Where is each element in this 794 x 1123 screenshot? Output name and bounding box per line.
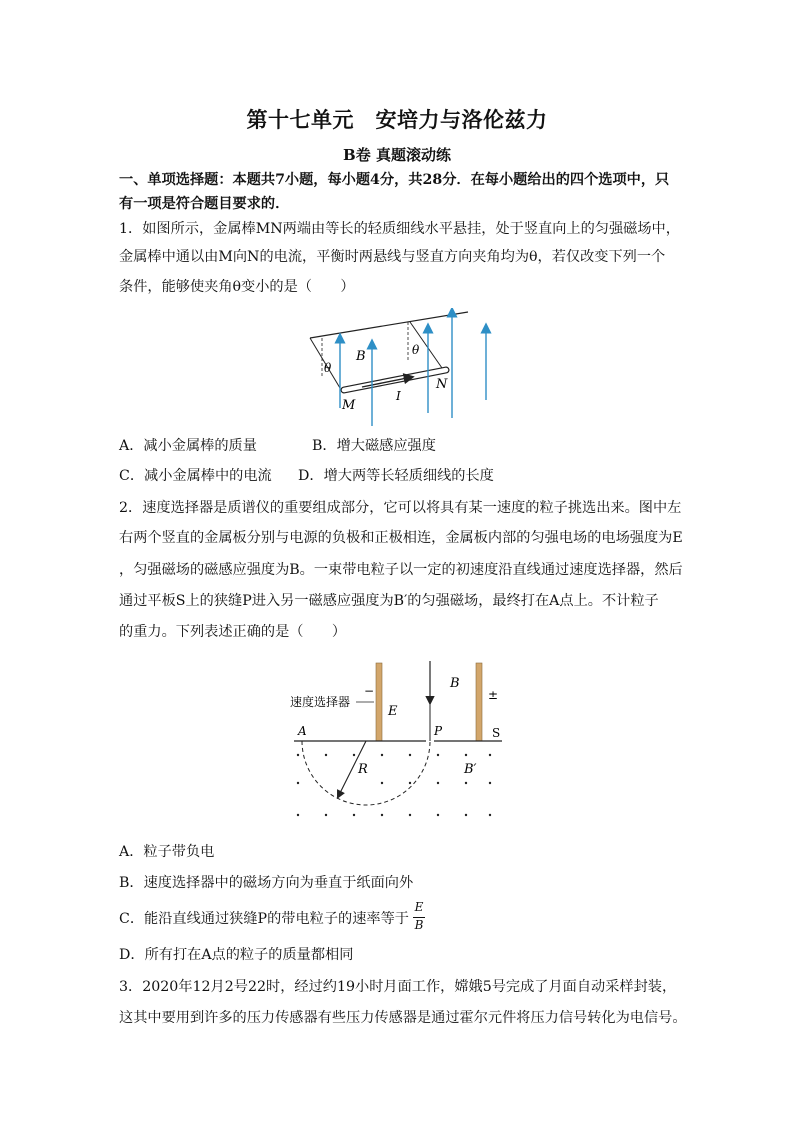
- q1-figure: [300, 308, 500, 428]
- plus-sign: ±: [488, 688, 499, 702]
- q1-line2: 金属棒中通以由M向N的电流，平衡时两悬线与竖直方向夹角均为θ，若仅改变下列一个: [119, 249, 666, 265]
- left-plate: [376, 663, 382, 741]
- B-label: B: [450, 676, 460, 691]
- section-heading-line2: 有一项是符合题目要求的．: [119, 196, 290, 212]
- E-label: E: [388, 704, 398, 719]
- R-label: R: [358, 762, 368, 777]
- q1-option-a: A．减小金属棒的质量: [119, 438, 257, 454]
- q2-option-b: B．速度选择器中的磁场方向为垂直于纸面向外: [119, 875, 414, 891]
- page-title: 第十七单元 安培力与洛伦兹力: [246, 107, 548, 132]
- ceiling-edge-back: [310, 312, 468, 338]
- q1-line3: 条件，能够使夹角θ变小的是（ ）: [119, 279, 355, 295]
- fraction-numerator: E: [414, 900, 424, 914]
- B-label: B: [356, 349, 366, 364]
- section-heading-line1: 一、单项选择题：本题共7小题，每小题4分，共28分．在每小题给出的四个选项中，只: [119, 172, 670, 188]
- I-label: I: [396, 389, 401, 403]
- q2-line5: 的重力。下列表述正确的是（ ）: [119, 624, 347, 640]
- q3-line1: 3．2020年12月2号22时，经过约19小时月面工作，嫦娥5号完成了月面自动采样封装，: [119, 979, 677, 995]
- right-plate: [476, 663, 482, 741]
- P-label: P: [434, 724, 443, 738]
- q2-option-c: C．能沿直线通过狭缝P的带电粒子的速率等于: [119, 911, 409, 927]
- theta-right-label: θ: [412, 343, 420, 357]
- Bprime-label: B′: [464, 762, 477, 777]
- q1-option-b: B．增大磁感应强度: [312, 438, 436, 454]
- q1-option-c: C．减小金属棒中的电流: [119, 468, 272, 484]
- M-label: M: [342, 398, 356, 413]
- minus-sign: −: [364, 684, 375, 698]
- N-label: N: [436, 377, 448, 392]
- q1-option-d: D．增大两等长轻质细线的长度: [298, 468, 494, 484]
- q2-line3: ，匀强磁场的磁感应强度为B。一束带电粒子以一定的初速度沿直线通过速度选择器，然后: [119, 562, 683, 578]
- magnetic-field-dots: [297, 754, 491, 816]
- fraction-denominator: B: [414, 918, 424, 932]
- A-label: A: [298, 724, 307, 738]
- q2-line2: 右两个竖直的金属板分别与电源的负极和正极相连，金属板内部的匀强电场的电场强度为E: [119, 530, 683, 546]
- theta-left-label: θ: [324, 361, 332, 375]
- q2-figure: [288, 655, 508, 820]
- selector-label: 速度选择器: [290, 695, 351, 709]
- q2-option-a: A．粒子带负电: [119, 844, 215, 860]
- q2-line4: 通过平板S上的狭缝P进入另一磁感应强度为B′的匀强磁场，最终打在A点上。不计粒子: [119, 593, 659, 609]
- q2-option-d: D．所有打在A点的粒子的质量都相同: [119, 947, 354, 963]
- q1-line1: 1．如图所示，金属棒MN两端由等长的轻质细线水平悬挂，处于竖直向上的匀强磁场中，: [119, 221, 680, 237]
- q3-line2: 这其中要用到许多的压力传感器有些压力传感器是通过霍尔元件将压力信号转化为电信号。: [119, 1010, 687, 1026]
- q2-line1: 2．速度选择器是质谱仪的重要组成部分，它可以将具有某一速度的粒子挑选出来。图中左: [119, 500, 682, 516]
- S-label: S: [492, 726, 501, 740]
- page-subtitle: B卷 真题滚动练: [343, 146, 451, 164]
